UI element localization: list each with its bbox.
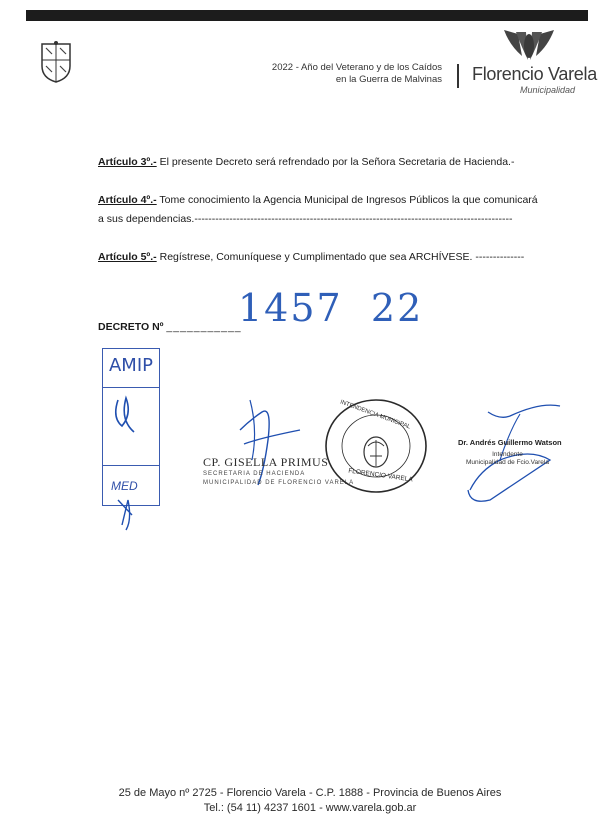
motto-line-1: 2022 - Año del Veterano y de los Caídos (271, 62, 442, 73)
signer-2-role-line-1: Intendente (492, 451, 523, 458)
footer-address: 25 de Mayo nº 2725 - Florencio Varela - C.P. 1888 - Provincia de Buenos Aires (118, 787, 502, 799)
decree-blank: ___________ (166, 321, 242, 333)
seal-top-text: INTENDENCIA MUNICIPAL (339, 399, 412, 431)
article-4-label: Artículo 4º.- (98, 194, 157, 206)
signer-1-role-line-1: SECRETARIA DE HACIENDA (203, 471, 306, 477)
signer-2-role-line-2: Municipalidad de Fcio.Varela (466, 459, 549, 466)
article-4-continuation: a sus dependencias.------------------------------------------------------------------------------------------- (98, 213, 513, 225)
motto-line-2: en la Guerra de Malvinas (335, 74, 442, 85)
signer-1-role-line-2: MUNICIPALIDAD DE FLORENCIO VARELA (203, 480, 355, 486)
article-5-label: Artículo 5º.- (98, 251, 157, 263)
article-4-text: Tome conocimiento la Agencia Municipal de Ingresos Públicos la que comunicará (156, 194, 538, 206)
decree-number: 1457 (238, 286, 343, 330)
brand-name: Florencio Varela (472, 64, 597, 84)
decree-label: DECRETO Nº (98, 321, 164, 333)
signer-1-name: CP. GISELLA PRIMUS (203, 455, 329, 469)
decree-year: 22 (370, 286, 424, 330)
article-3-label: Artículo 3º.- (98, 156, 157, 168)
amip-date: MED (111, 479, 138, 493)
signer-2-role (466, 451, 549, 467)
seal-bottom-text: FLORENCIO VARELA (347, 467, 414, 484)
article-3-text: El presente Decreto será refrendado por la Señora Secretaria de Hacienda.- (156, 156, 515, 168)
footer-contact: Tel.: (54 11) 4237 1601 - www.varela.gob.ar (203, 802, 417, 814)
article-5-text: Regístrese, Comuníquese y Cumplimentado que sea ARCHÍVESE. -------------- (156, 251, 525, 263)
signer-2-name: Dr. Andrés Guillermo Watson (458, 438, 562, 447)
amip-label: AMIP (108, 355, 153, 376)
brand-subtitle: Municipalidad (520, 85, 576, 95)
footer (0, 786, 602, 816)
